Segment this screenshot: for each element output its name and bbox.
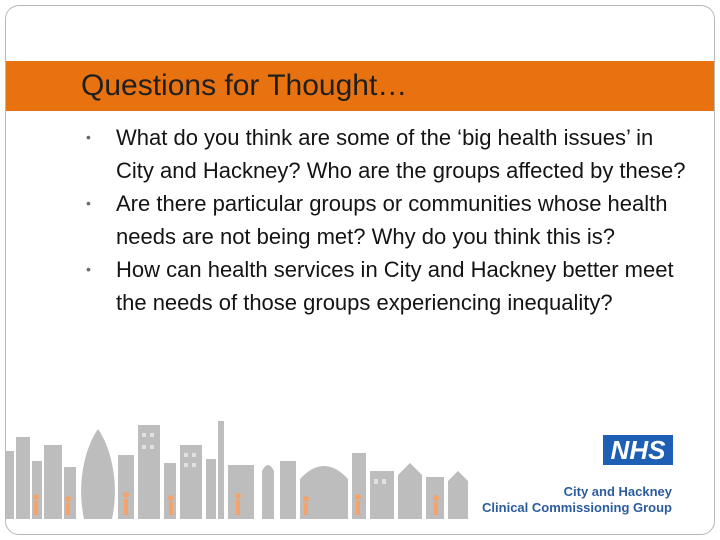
bullet-text: What do you think are some of the ‘big health issues’ in City and Hackney? Who are the groups affected by these?: [116, 125, 686, 183]
title-bar: [6, 61, 714, 111]
city-skyline-illustration: [6, 401, 476, 519]
bullet-text: How can health services in City and Hackney better meet the needs of those groups experiencing inequality?: [116, 257, 674, 315]
slide: [5, 5, 715, 535]
slide-title: Questions for Thought…: [81, 69, 408, 102]
org-line-2: Clinical Commissioning Group: [482, 500, 672, 515]
bullet-icon: •: [86, 261, 91, 277]
nhs-logo: [603, 435, 673, 465]
bullet-text: Are there particular groups or communities whose health needs are not being met? Why do you think this is?: [116, 191, 668, 249]
bullet-icon: •: [86, 195, 91, 211]
org-line-1: City and Hackney: [563, 484, 672, 499]
bullet-item: [86, 121, 686, 187]
bullet-item: [86, 253, 686, 319]
nhs-logo-text: NHS: [610, 435, 666, 465]
bullet-icon: •: [86, 129, 91, 145]
bullet-list: [86, 121, 686, 319]
organisation-name: [482, 484, 672, 516]
bullet-item: [86, 187, 686, 253]
